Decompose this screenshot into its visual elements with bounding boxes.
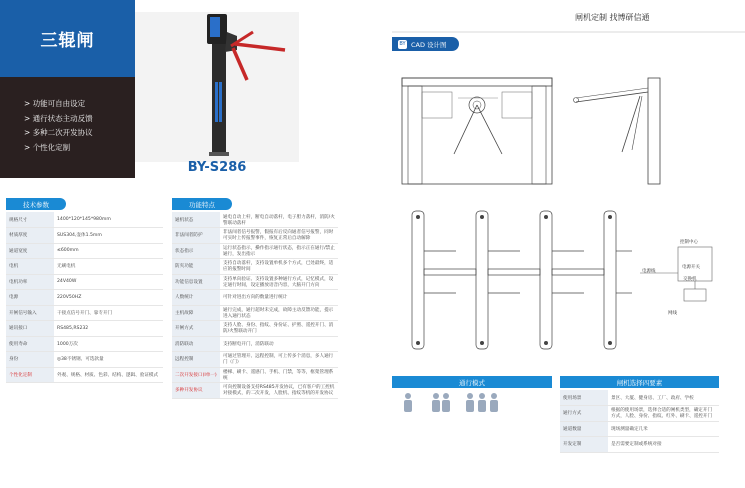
person-double-icon: [432, 393, 450, 412]
feature-list: [0, 77, 135, 178]
table-row: 电机 无刷电机: [6, 259, 163, 275]
cad-plan-view: [398, 205, 658, 355]
table-row: 消防联动 支持断电开门，消防联动: [172, 336, 338, 352]
network-line-label: 网线: [668, 311, 677, 316]
table-row: 多种开发协议 可向控制设备支持RS485开发协议，已有客户的工控机对接模式，的二次开发，人脸机、指纹等机的开发协议: [172, 383, 338, 399]
table-row: 通讯接口 RS485,RS232: [6, 321, 163, 337]
table-row: 开闸方式 支持人脸、身份、指纹、身份证、护照、遥控开门、消防/火警联动开门: [172, 321, 338, 337]
feature-item: > 个性化定制: [24, 142, 71, 152]
header-rule: [392, 30, 745, 34]
table-row: 防夹功能 支持自动落杆，支持设置单机多个方式，已处最终，适应的报警时间: [172, 259, 338, 275]
table-row: 开闸信号输入 干接点信号开门、靠专开门: [6, 305, 163, 321]
table-row: 通道宽度 ≤600mm: [6, 243, 163, 259]
table-row: 开发定制 是否需要定制或系统对接: [560, 437, 719, 453]
table-row: 非法闯者防护 非法闯者信号报警，假报有后反向通者信号报警，同时可实时上传报警事件，恢复正常后自动解除: [172, 228, 338, 244]
func-table: [172, 212, 338, 399]
select-title: 闸机选择四要素: [560, 376, 719, 388]
power-switch-label: 电源开关: [682, 265, 700, 270]
power-line-label: 电源线: [642, 269, 656, 274]
product-title: 三辊闸: [40, 31, 95, 51]
table-row: 电机功率 24V40W: [6, 274, 163, 290]
table-row: 电源 220V50HZ: [6, 290, 163, 306]
modes-title: 通行模式: [392, 376, 552, 388]
spec-table: [6, 212, 163, 383]
table-row: 身份 ◎38不锈钢、可选款量: [6, 352, 163, 368]
wiring-diagram: [640, 235, 720, 315]
product-title-box: [0, 0, 135, 77]
table-row: 人数统计 可针对进出方向的数量进行统计: [172, 290, 338, 306]
model-number: BY-S286: [187, 160, 247, 175]
select-table: [560, 390, 719, 453]
table-row: 功能信息设置 支持单向验证、支持设置多种通行方式，记忆模式，设定通行时间，设定播放语音内容，大脑开门方向: [172, 274, 338, 290]
feature-item: > 通行状态主动反馈: [24, 113, 93, 123]
table-row: 二次开发接口(I单一) 楼梯、刷卡、遥感门、手机、门禁，等等，框架管理系统: [172, 367, 338, 383]
person-single-icon: [404, 393, 412, 412]
table-row: 使用场景 景区、大厦、健身房、工厂、政府、学校: [560, 390, 719, 406]
cad-tab-label: CAD 设计图: [411, 40, 447, 49]
cad-tab-icon: BY: [399, 41, 406, 47]
cad-side-view: [570, 72, 680, 192]
table-row: 个性化定制 外观、规格、材质、色彩、结构、逻辑、验证模式: [6, 367, 163, 383]
spec-title: 技术参数: [6, 198, 66, 210]
table-row: 状态指示 运行状态指示，操作指示通行状态，指示正在通行/禁止通行，发出指示: [172, 243, 338, 259]
table-row: 规格尺寸 1400*120*145*980mm: [6, 212, 163, 228]
table-row: 材质厚度 SUS304,壶体1.5mm: [6, 228, 163, 244]
cad-tab: [392, 37, 459, 51]
table-row: 使用寿命 1000万次: [6, 336, 163, 352]
product-image: [135, 12, 299, 162]
func-title: 功能特点: [172, 198, 232, 210]
slogan: 闸机定制 找博研信通: [575, 13, 650, 22]
table-row: 主机故障 通行完成，通行超时未完成，故障主动反馈功能，提示进入通行状态: [172, 305, 338, 321]
feature-item: > 功能可自由设定: [24, 99, 86, 108]
person-group-icon: [466, 393, 498, 412]
feature-item: > 多种二次开发协议: [24, 128, 93, 137]
table-row: 通行方式 根据的使用场景，选择合适的闸机类型，确定开门方式，人脸、身份、指纹、红外、刷卡、遥控开门: [560, 406, 719, 422]
cad-front-view: [398, 72, 558, 192]
turnstile-arm: [235, 44, 285, 50]
table-row: 远程控制 可通过管理开、远程控制，可上传多个消息，多人通行门（门）: [172, 352, 338, 368]
table-row: 通道数量 现场测量确定几米: [560, 421, 719, 437]
table-row: 通机状态 通电自动上杆，断电自动落杆，电子胆力落杆，消防/火警联动落杆: [172, 212, 338, 228]
traffic-mode-icons: [398, 390, 508, 422]
switch-label: 交换机: [683, 277, 697, 282]
control-center-label: 控制中心: [680, 240, 698, 245]
